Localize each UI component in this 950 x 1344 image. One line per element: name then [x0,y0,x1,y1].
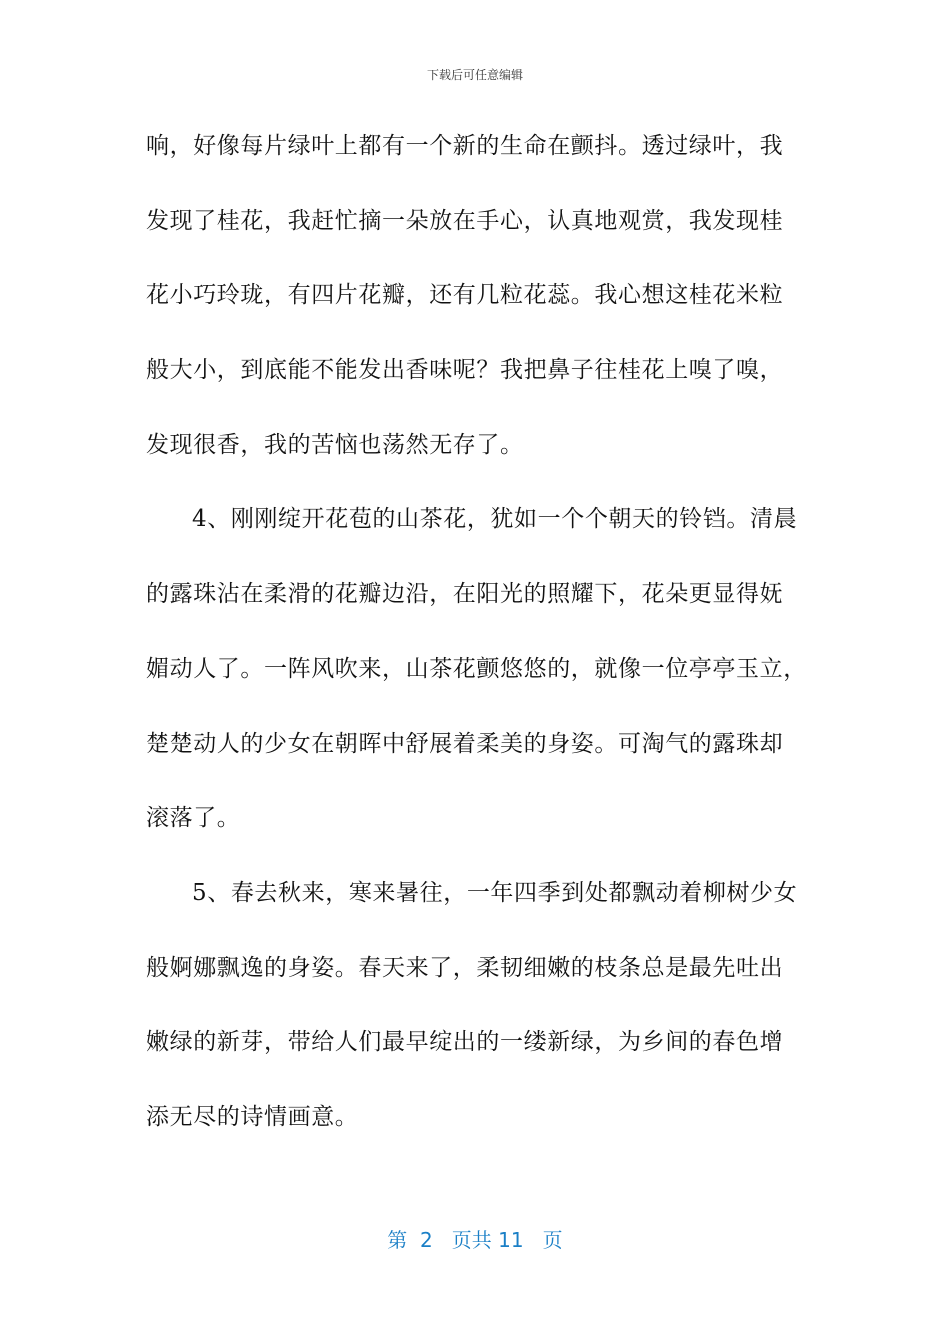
paragraph-line: 滚落了。 [146,805,241,832]
paragraph-line: 般大小，到底能不能发出香味呢？我把鼻子往桂花上嗅了嗅， [146,357,784,384]
paragraph-line: 4、刚刚绽开花苞的山茶花，犹如一个个朝天的铃铛。清晨 [192,506,798,533]
paragraph-line: 5、春去秋来，寒来暑往，一年四季到处都飘动着柳树少女 [192,879,798,906]
paragraph-line: 嫩绿的新芽，带给人们最早绽出的一缕新绿，为乡间的春色增 [146,1029,784,1056]
page-header: 下载后可任意编辑 [426,68,523,82]
page-number-footer: 第 2 页共 11 页 [387,1228,563,1252]
document-body [146,122,811,1168]
paragraph-line: 花小巧玲珑，有四片花瓣，还有几粒花蕊。我心想这桂花米粒 [146,282,784,309]
paragraph-line: 般婀娜飘逸的身姿。春天来了，柔韧细嫩的枝条总是最先吐出 [146,954,784,981]
paragraph-line: 发现很香，我的苦恼也荡然无存了。 [146,431,524,458]
paragraph-line: 的露珠沾在柔滑的花瓣边沿，在阳光的照耀下，花朵更显得妩 [146,581,784,608]
paragraph-line: 添无尽的诗情画意。 [146,1103,359,1130]
paragraph-line: 媚动人了。一阵风吹来，山茶花颤悠悠的，就像一位亭亭玉立， [146,655,807,682]
paragraph-line: 响，好像每片绿叶上都有一个新的生命在颤抖。透过绿叶，我 [146,133,784,159]
paragraph-line: 发现了桂花，我赶忙摘一朵放在手心，认真地观赏，我发现桂 [146,207,784,234]
paragraph-line: 楚楚动人的少女在朝晖中舒展着柔美的身姿。可淘气的露珠却 [146,730,784,757]
